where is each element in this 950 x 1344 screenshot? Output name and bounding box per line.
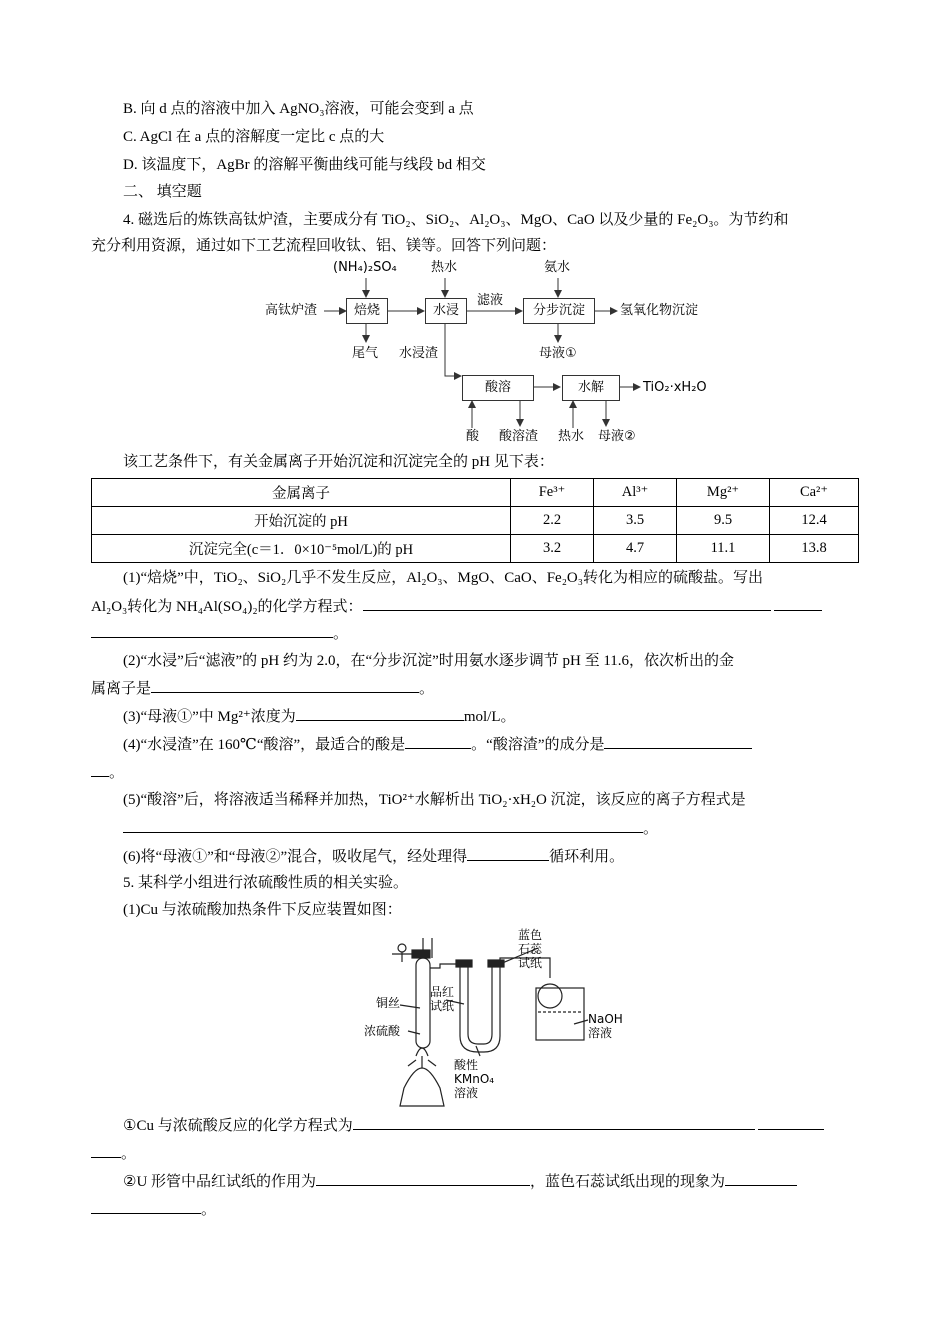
q4-stem-line1: 4. 磁选后的炼铁高钛炉渣，主要成分有 TiO₂、SiO₂、Al₂O₃、MgO、CaO 以及少量的 Fe₂O₃。为节约和 bbox=[123, 212, 789, 228]
label-hot-water-top: 热水 bbox=[431, 260, 458, 275]
table-cell: 沉淀完全(c＝1．0×10⁻⁵mol/L)的 pH bbox=[92, 535, 511, 563]
period: 。 bbox=[333, 626, 349, 642]
option-c: C. AgCl 在 a 点的溶解度一定比 c 点的大 bbox=[123, 129, 385, 145]
q5-c1-prompt: ①Cu 与浓硫酸反应的化学方程式为 bbox=[123, 1118, 353, 1134]
process-flowchart bbox=[262, 256, 722, 446]
table-cell: 4.7 bbox=[594, 535, 677, 563]
label-mother-liquor-2: 母液② bbox=[598, 429, 636, 444]
table-header-cell: Al³⁺ bbox=[594, 479, 677, 507]
label-tio2-product: TiO₂·xH₂O bbox=[643, 380, 707, 395]
flowchart-connectors bbox=[262, 256, 722, 446]
part1-line3 bbox=[91, 623, 348, 644]
label-blue-litmus-1: 蓝色 bbox=[518, 928, 543, 942]
label-naoh-1: NaOH bbox=[588, 1012, 623, 1026]
label-filtrate: 滤液 bbox=[477, 293, 504, 308]
answer-blank[interactable] bbox=[604, 734, 752, 749]
q5-c2-line1 bbox=[123, 1171, 797, 1192]
table-cell: 11.1 bbox=[677, 535, 770, 563]
label-blue-litmus-3: 试纸 bbox=[518, 956, 543, 970]
section-heading: 二、 填空题 bbox=[123, 184, 202, 200]
box-acid-dissolution: 酸溶 bbox=[462, 375, 534, 401]
part5-line2 bbox=[123, 818, 658, 839]
box-water-leach: 水浸 bbox=[425, 298, 467, 324]
part1-line2 bbox=[91, 596, 822, 617]
table-cell: 开始沉淀的 pH bbox=[92, 507, 511, 535]
period: 。 bbox=[643, 821, 659, 837]
table-cell: 2.2 bbox=[511, 507, 594, 535]
box-step-precipitation: 分步沉淀 bbox=[523, 298, 595, 324]
label-magenta-paper-1: 品红 bbox=[430, 985, 455, 999]
label-ammonium-sulfate: (NH₄)₂SO₄ bbox=[333, 260, 397, 275]
label-feed: 高钛炉渣 bbox=[265, 303, 318, 318]
table-cell: 13.8 bbox=[770, 535, 859, 563]
answer-blank[interactable] bbox=[353, 1115, 755, 1130]
period: 。 bbox=[419, 681, 435, 697]
answer-blank[interactable] bbox=[91, 623, 333, 638]
label-hydroxide-precipitate: 氢氧化物沉淀 bbox=[620, 303, 699, 318]
apparatus-diagram bbox=[360, 928, 630, 1110]
label-magenta-paper-2: 试纸 bbox=[430, 999, 455, 1013]
answer-blank[interactable] bbox=[91, 762, 109, 777]
q5-stem: 5. 某科学小组进行浓硫酸性质的相关实验。 bbox=[123, 875, 409, 891]
label-acid: 酸 bbox=[466, 429, 480, 444]
label-copper-wire: 铜丝 bbox=[376, 996, 401, 1010]
part2-line1: (2)“水浸”后“滤液”的 pH 约为 2.0，在“分步沉淀”时用氨水逐步调节 pH 至 11.6，依次析出的金 bbox=[123, 653, 735, 669]
period: 。 bbox=[109, 765, 125, 781]
label-naoh-2: 溶液 bbox=[588, 1026, 613, 1040]
part4-line2 bbox=[91, 762, 124, 783]
label-kmno4-1: 酸性 bbox=[454, 1058, 479, 1072]
part2-line2 bbox=[91, 678, 434, 699]
table-row bbox=[92, 535, 859, 563]
label-kmno4-2: KMnO₄ bbox=[454, 1072, 495, 1086]
part5-line1: (5)“酸溶”后，将溶液适当稀释并加热，TiO²⁺水解析出 TiO₂·xH₂O 沉淀，该反应的离子方程式是 bbox=[123, 792, 746, 808]
answer-blank[interactable] bbox=[296, 706, 464, 721]
answer-blank[interactable] bbox=[758, 1115, 824, 1130]
answer-blank[interactable] bbox=[467, 846, 549, 861]
table-header-cell: Mg²⁺ bbox=[677, 479, 770, 507]
answer-blank[interactable] bbox=[91, 1199, 201, 1214]
label-leach-residue: 水浸渣 bbox=[399, 346, 439, 361]
answer-blank[interactable] bbox=[363, 596, 771, 611]
part1-prompt: Al₂O₃转化为 NH₄Al(SO₄)₂的化学方程式： bbox=[91, 599, 363, 615]
table-header-cell: Fe³⁺ bbox=[511, 479, 594, 507]
part3-line bbox=[123, 706, 515, 727]
answer-blank[interactable] bbox=[316, 1171, 530, 1186]
label-acid-residue: 酸溶渣 bbox=[499, 429, 539, 444]
part4-prompt-a: (4)“水浸渣”在 160℃“酸溶”，最适合的酸是 bbox=[123, 737, 406, 753]
table-cell: 3.2 bbox=[511, 535, 594, 563]
option-b: B. 向 d 点的溶液中加入 AgNO₃溶液，可能会变到 a 点 bbox=[123, 101, 474, 117]
q5-part1: (1)Cu 与浓硫酸加热条件下反应装置如图： bbox=[123, 902, 402, 918]
answer-blank[interactable] bbox=[123, 818, 643, 833]
table-cell: 3.5 bbox=[594, 507, 677, 535]
label-blue-litmus-2: 石蕊 bbox=[518, 942, 543, 956]
part6-prompt: (6)将“母液①”和“母液②”混合，吸收尾气，经处理得 bbox=[123, 849, 468, 865]
option-d: D. 该温度下，AgBr 的溶解平衡曲线可能与线段 bd 相交 bbox=[123, 157, 486, 173]
table-row bbox=[92, 507, 859, 535]
q5-c2-prompt-b: ，蓝色石蕊试纸出现的现象为 bbox=[530, 1174, 726, 1190]
label-conc-sulfuric-acid: 浓硫酸 bbox=[364, 1024, 401, 1038]
part3-prompt: (3)“母液①”中 Mg²⁺浓度为 bbox=[123, 709, 296, 725]
table-header-cell: 金属离子 bbox=[92, 479, 511, 507]
box-hydrolysis: 水解 bbox=[562, 375, 620, 401]
answer-blank[interactable] bbox=[151, 678, 419, 693]
label-tail-gas: 尾气 bbox=[352, 346, 379, 361]
part3-unit: mol/L。 bbox=[463, 709, 516, 725]
label-kmno4-3: 溶液 bbox=[454, 1086, 479, 1100]
answer-blank[interactable] bbox=[774, 596, 822, 611]
table-header-row bbox=[92, 479, 859, 507]
box-roasting: 焙烧 bbox=[346, 298, 388, 324]
q5-c2-prompt-a: ②U 形管中品红试纸的作用为 bbox=[123, 1174, 317, 1190]
part6-line bbox=[123, 846, 624, 867]
period: 。 bbox=[201, 1202, 217, 1218]
part4-prompt-b: 。“酸溶渣”的成分是 bbox=[471, 737, 605, 753]
answer-blank[interactable] bbox=[91, 1143, 121, 1158]
ph-table bbox=[91, 478, 859, 563]
period: 。 bbox=[121, 1146, 137, 1162]
q5-c1-line1 bbox=[123, 1115, 824, 1136]
part2-prompt: 属离子是 bbox=[91, 681, 152, 697]
part6-suffix: 循环利用。 bbox=[549, 849, 625, 865]
answer-blank[interactable] bbox=[725, 1171, 797, 1186]
part4-line1 bbox=[123, 734, 752, 755]
q4-stem-line2: 充分利用资源，通过如下工艺流程回收钛、铝、镁等。回答下列问题： bbox=[91, 238, 557, 254]
q5-c1-line2 bbox=[91, 1143, 136, 1164]
label-hot-water-bottom: 热水 bbox=[558, 429, 585, 444]
part1-line1: (1)“焙烧”中，TiO₂、SiO₂几乎不发生反应，Al₂O₃、MgO、CaO、Fe₂O₃转化为相应的硫酸盐。写出 bbox=[123, 570, 763, 586]
label-mother-liquor-1: 母液① bbox=[539, 346, 577, 361]
label-ammonia: 氨水 bbox=[544, 260, 571, 275]
table-header-cell: Ca²⁺ bbox=[770, 479, 859, 507]
table-cell: 12.4 bbox=[770, 507, 859, 535]
q5-c2-line2 bbox=[91, 1199, 216, 1220]
table-intro: 该工艺条件下，有关金属离子开始沉淀和沉淀完全的 pH 见下表： bbox=[123, 454, 554, 470]
answer-blank[interactable] bbox=[405, 734, 471, 749]
table-cell: 9.5 bbox=[677, 507, 770, 535]
